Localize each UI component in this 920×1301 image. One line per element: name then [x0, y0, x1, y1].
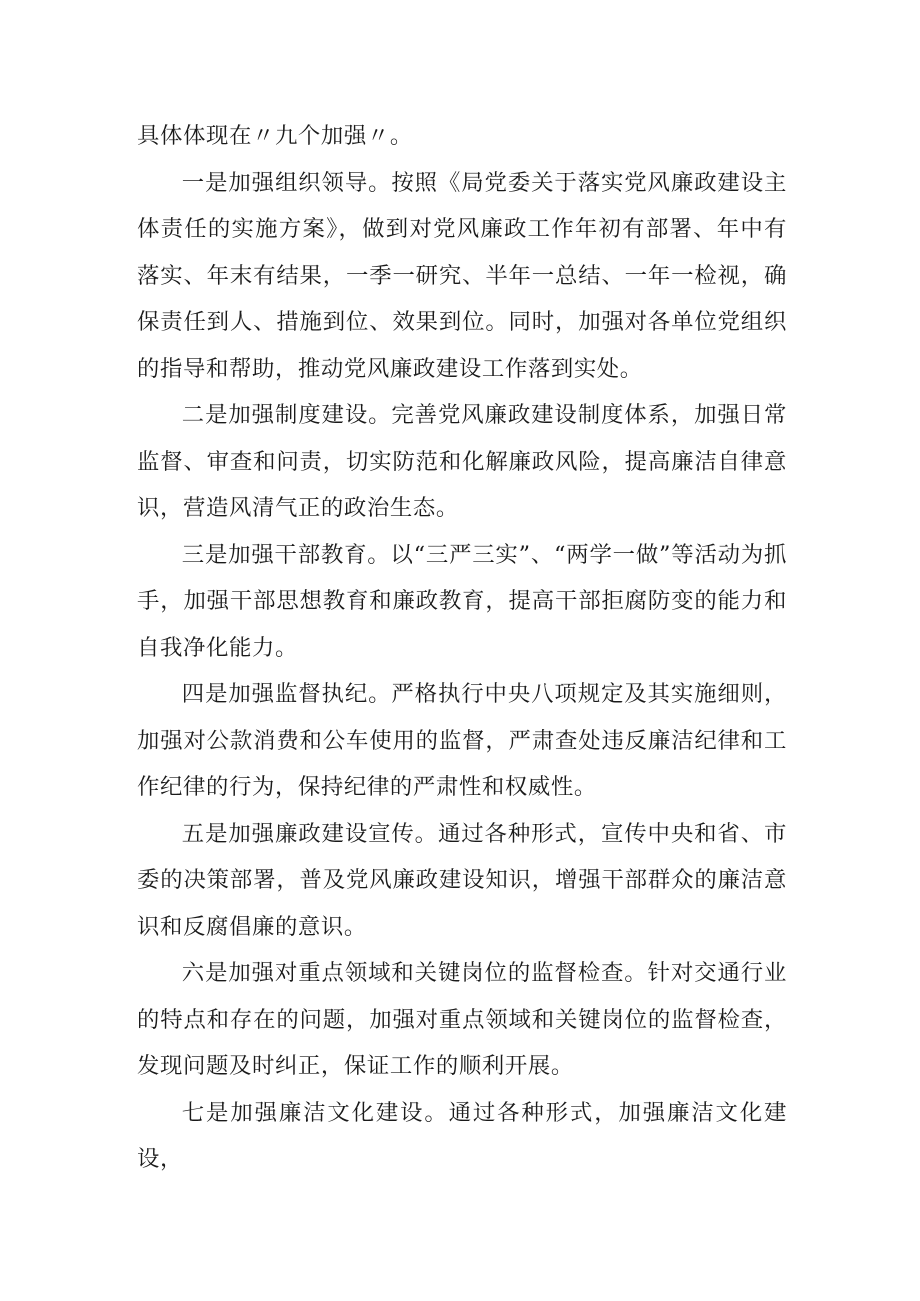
paragraph-publicity: 五是加强廉政建设宣传。通过各种形式，宣传中央和省、市委的决策部署，普及党风廉政建设知识，增强干部群众的廉洁意识和反腐倡廉的意识。: [137, 820, 787, 940]
paragraph-organization-leadership: 一是加强组织领导。按照《局党委关于落实党风廉政建设主体责任的实施方案》，做到对党风廉政工作年初有部署、年中有落实、年末有结果，一季一研究、半年一总结、一年一检视，确保责任到人、措施到位、效果到位。同时，加强对各单位党组织的指导和帮助，推动党风廉政建设工作落到实处。: [137, 169, 787, 382]
paragraph-integrity-culture: 七是加强廉洁文化建设。通过各种形式，加强廉洁文化建设，: [137, 1099, 787, 1172]
paragraph-key-areas-inspection: 六是加强对重点领域和关键岗位的监督检查。针对交通行业的特点和存在的问题，加强对重点领域和关键岗位的监督检查，发现问题及时纠正，保证工作的顺利开展。: [137, 960, 787, 1079]
paragraph-cadre-education: 三是加强干部教育。以“三严三实”、“两学一做”等活动为抓手，加强干部思想教育和廉政教育，提高干部拒腐防变的能力和自我净化能力。: [137, 541, 787, 661]
paragraph-supervision-discipline: 四是加强监督执纪。严格执行中央八项规定及其实施细则，加强对公款消费和公车使用的监督，严肃查处违反廉洁纪律和工作纪律的行为，保持纪律的严肃性和权威性。: [137, 681, 787, 800]
paragraph-continued: 具体体现在〃九个加强〃。: [137, 123, 413, 149]
document-body: [137, 113, 787, 1183]
paragraph-system-building: 二是加强制度建设。完善党风廉政建设制度体系，加强日常监督、审查和问责，切实防范和化解廉政风险，提高廉洁自律意识，营造风清气正的政治生态。: [137, 402, 787, 521]
